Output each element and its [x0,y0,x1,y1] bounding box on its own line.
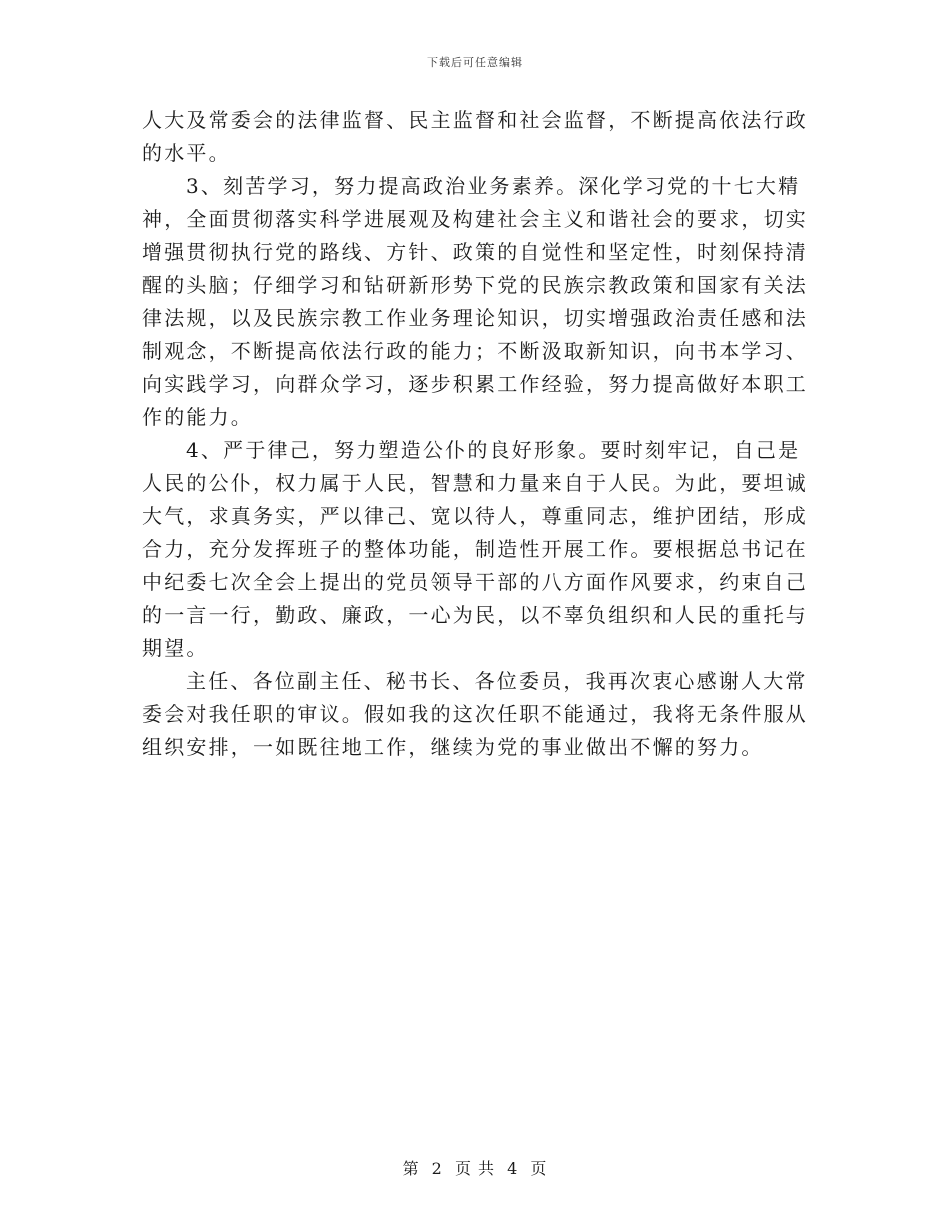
document-body [142,104,818,764]
footer-suffix: 页 [530,1159,548,1178]
page-total: 4 [507,1159,519,1178]
paragraph-continuation: 人大及常委会的法律监督、民主监督和社会监督，不断提高依法行政的水平。 [142,108,808,165]
page-footer [0,1156,950,1179]
footer-middle: 页 共 [454,1159,496,1178]
footer-prefix: 第 [402,1159,420,1178]
paragraph-closing: 主任、各位副主任、秘书长、各位委员，我再次衷心感谢人大常委会对我任职的审议。假如我的这次任职不能通过，我将无条件服从组织安排，一如既往地工作，继续为党的事业做出不懈的努力。 [142,669,808,759]
page-header: 下载后可任意编辑 [427,56,523,69]
paragraph-item-3: 3、刻苦学习，努力提高政治业务素养。深化学习党的十七大精神，全面贯彻落实科学进展观及构建社会主义和谐社会的要求，切实增强贯彻执行党的路线、方针、政策的自觉性和坚定性，时刻保持清醒的头脑；仔细学习和钻研新形势下党的民族宗教政策和国家有关法律法规，以及民族宗教工作业务理论知识，切实增强政治责任感和法制观念，不断提高依法行政的能力；不断汲取新知识，向书本学习、向实践学习，向群众学习，逐步积累工作经验，努力提高做好本职工作的能力。 [142,174,808,429]
paragraph-item-4: 4、严于律己，努力塑造公仆的良好形象。要时刻牢记，自己是人民的公仆，权力属于人民，智慧和力量来自于人民。为此，要坦诚大气，求真务实，严以律己、宽以待人，尊重同志，维护团结，形成合力，充分发挥班子的整体功能，制造性开展工作。要根据总书记在中纪委七次全会上提出的党员领导干部的八方面作风要求，约束自己的一言一行，勤政、廉政，一心为民，以不辜负组织和人民的重托与期望。 [142,438,808,660]
page-number: 2 [431,1159,443,1178]
